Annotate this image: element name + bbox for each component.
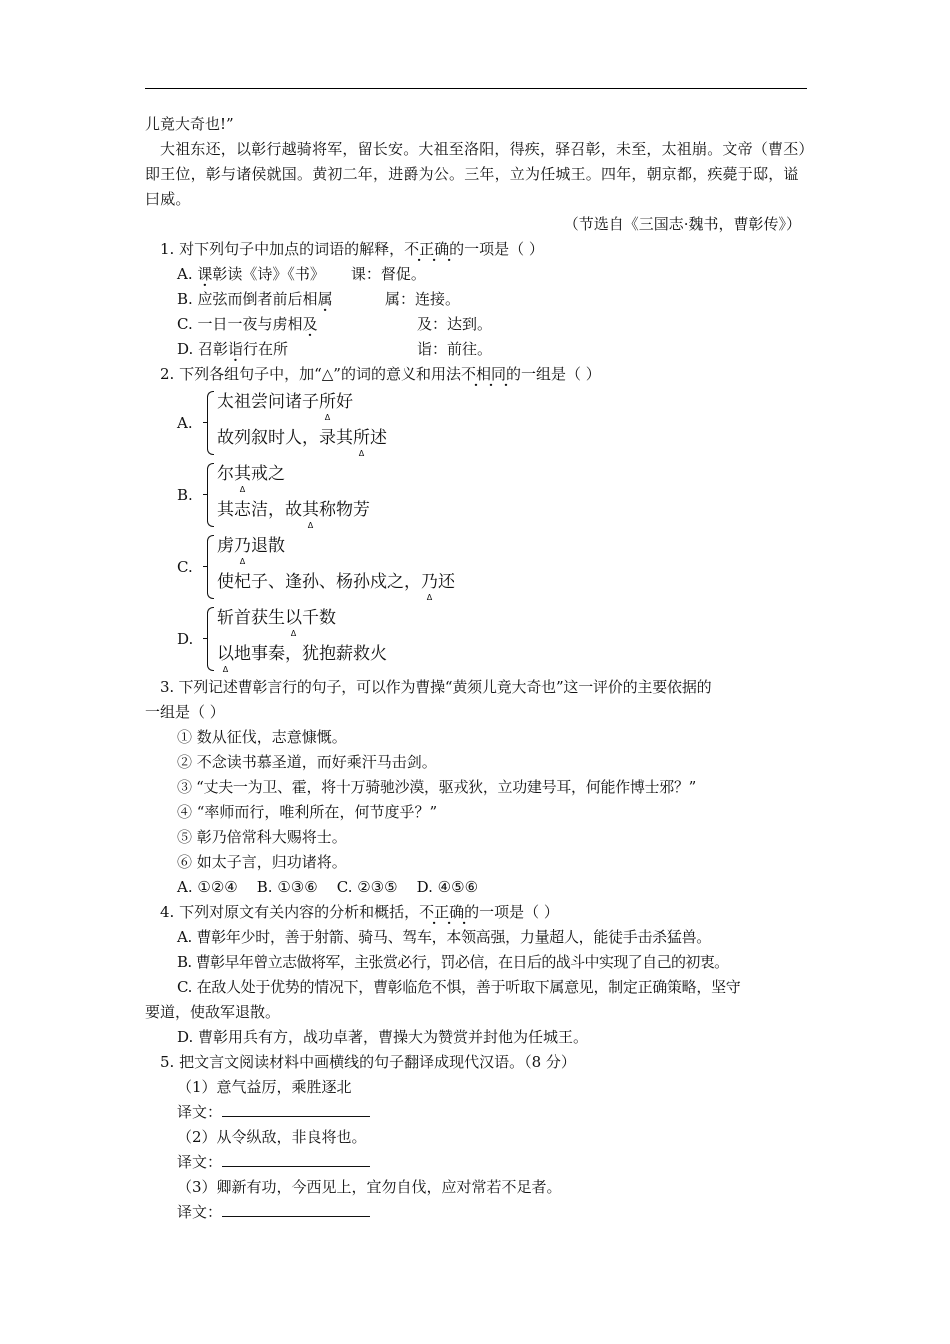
answer-blank[interactable] bbox=[222, 1100, 370, 1117]
q3-item-6: ⑥ 如太子言，归功诸将。 bbox=[177, 853, 347, 871]
q3-item-5: ⑤ 彰乃倍常科大赐将士。 bbox=[177, 828, 347, 846]
q2-c-line-2: 使杞子、逢孙、杨孙戍之，乃 Δ还 bbox=[217, 567, 455, 603]
q2-stem: 2. 下列各组句子中，加“△”的词的意义和用法不相同的一组是（ ） bbox=[160, 365, 601, 383]
q5-item-2: （2）从令纵敌，非良将也。 bbox=[177, 1128, 367, 1146]
q2-group-d: D. 斩首获生以 Δ千数 以 Δ地事秦，犹抱薪救火 bbox=[177, 603, 807, 675]
q2-c-line-1: 虏乃 Δ退散 bbox=[217, 531, 455, 567]
q4-option-b: B. 曹彰早年曾立志做将军，主张赏必行，罚必信，在日后的战斗中实现了自己的初衷。 bbox=[177, 953, 729, 971]
passage-line-0: 儿竟大奇也!” bbox=[145, 115, 234, 133]
q3-choices: A. ①②④ B. ①③⑥ C. ②③⑤ D. ④⑤⑥ bbox=[177, 878, 479, 896]
q1-option-b: B. 应弦而倒者前后相属 属：连接。 bbox=[177, 290, 461, 308]
q2-b-line-2: 其志洁，故其 Δ称物芳 bbox=[217, 495, 370, 531]
answer-blank[interactable] bbox=[222, 1150, 370, 1167]
brace-icon bbox=[207, 391, 214, 455]
q1-stem: 1. 对下列句子中加点的词语的解释，不正确的一项是（ ） bbox=[160, 240, 544, 258]
q3-item-1: ① 数从征伐，志意慷慨。 bbox=[177, 728, 347, 746]
q5-item-1: （1）意气益厉，乘胜逐北 bbox=[177, 1078, 352, 1096]
passage-paragraph: 大祖东还，以彰行越骑将军，留长安。大祖至洛阳，得疾，驿召彰，未至，太祖崩。文帝（曹丕）即王位，彰与诸侯就国。黄初二年，进爵为公。三年，立为任城王。四年，朝京都，疾薨于邸，谥曰威。 bbox=[145, 140, 807, 208]
q5-answer-3: 译文： bbox=[145, 1200, 807, 1225]
q3-item-3: ③ “丈夫一为卫、霍，将十万骑驰沙漠，驱戎狄，立功建号耳，何能作博士邪？” bbox=[177, 778, 697, 796]
brace-icon bbox=[207, 463, 214, 527]
q1-option-c: C. 一日一夜与虏相及 及：达到。 bbox=[177, 315, 493, 333]
q5-answer-2: 译文： bbox=[145, 1150, 807, 1175]
q2-a-line-1: 太祖尝问诸子所 Δ好 bbox=[217, 387, 387, 423]
q3-stem-line-1: 3. 下列记述曹彰言行的句子，可以作为曹操“黄须儿竟大奇也”这一评价的主要依据的 bbox=[160, 678, 712, 696]
q2-a-line-2: 故列叙时人，录其所 Δ述 bbox=[217, 423, 387, 459]
header-rule bbox=[145, 88, 807, 89]
passage-source: （节选自《三国志·魏书，曹彰传》） bbox=[563, 215, 801, 233]
document-body bbox=[145, 112, 807, 1225]
q4-option-d: D. 曹彰用兵有方，战功卓著，曹操大为赞赏并封他为任城王。 bbox=[177, 1028, 589, 1046]
brace-icon bbox=[207, 535, 214, 599]
q2-b-line-1: 尔其 Δ戒之 bbox=[217, 459, 370, 495]
q4-option-a: A. 曹彰年少时，善于射箭、骑马、驾车，本领高强，力量超人，能徒手击杀猛兽。 bbox=[177, 928, 711, 946]
q1-option-d: D. 召彰诣行在所 诣：前往。 bbox=[177, 340, 493, 358]
q1-option-a: A. 课彰读《诗》《书》 课：督促。 bbox=[177, 265, 426, 283]
answer-blank[interactable] bbox=[222, 1200, 370, 1217]
q2-group-b: B. 尔其 Δ戒之 其志洁，故其 Δ称物芳 bbox=[177, 459, 807, 531]
q3-item-4: ④ “率师而行，唯利所在，何节度乎？” bbox=[177, 803, 438, 821]
q5-stem: 5. 把文言文阅读材料中画横线的句子翻译成现代汉语。（8 分） bbox=[160, 1053, 576, 1071]
q4-option-c-line-2: 要道，使敌军退散。 bbox=[145, 1003, 281, 1021]
q2-d-line-2: 以 Δ地事秦，犹抱薪救火 bbox=[217, 639, 387, 675]
q2-d-line-1: 斩首获生以 Δ千数 bbox=[217, 603, 387, 639]
q2-group-a: A. 太祖尝问诸子所 Δ好 故列叙时人，录其所 Δ述 bbox=[177, 387, 807, 459]
q3-item-2: ② 不念读书慕圣道，而好乘汗马击剑。 bbox=[177, 753, 437, 771]
q2-group-c: C. 虏乃 Δ退散 使杞子、逢孙、杨孙戍之，乃 Δ还 bbox=[177, 531, 807, 603]
brace-icon bbox=[207, 607, 214, 671]
q4-stem: 4. 下列对原文有关内容的分析和概括，不正确的一项是（ ） bbox=[160, 903, 559, 921]
q5-item-3: （3）卿新有功，今西见上，宜勿自伐，应对常若不足者。 bbox=[177, 1178, 562, 1196]
q3-stem-line-2: 一组是（ ） bbox=[145, 703, 225, 721]
q5-answer-1: 译文： bbox=[145, 1100, 807, 1125]
q4-option-c-line-1: C. 在敌人处于优势的情况下，曹彰临危不惧，善于听取下属意见，制定正确策略，坚守 bbox=[177, 978, 741, 996]
